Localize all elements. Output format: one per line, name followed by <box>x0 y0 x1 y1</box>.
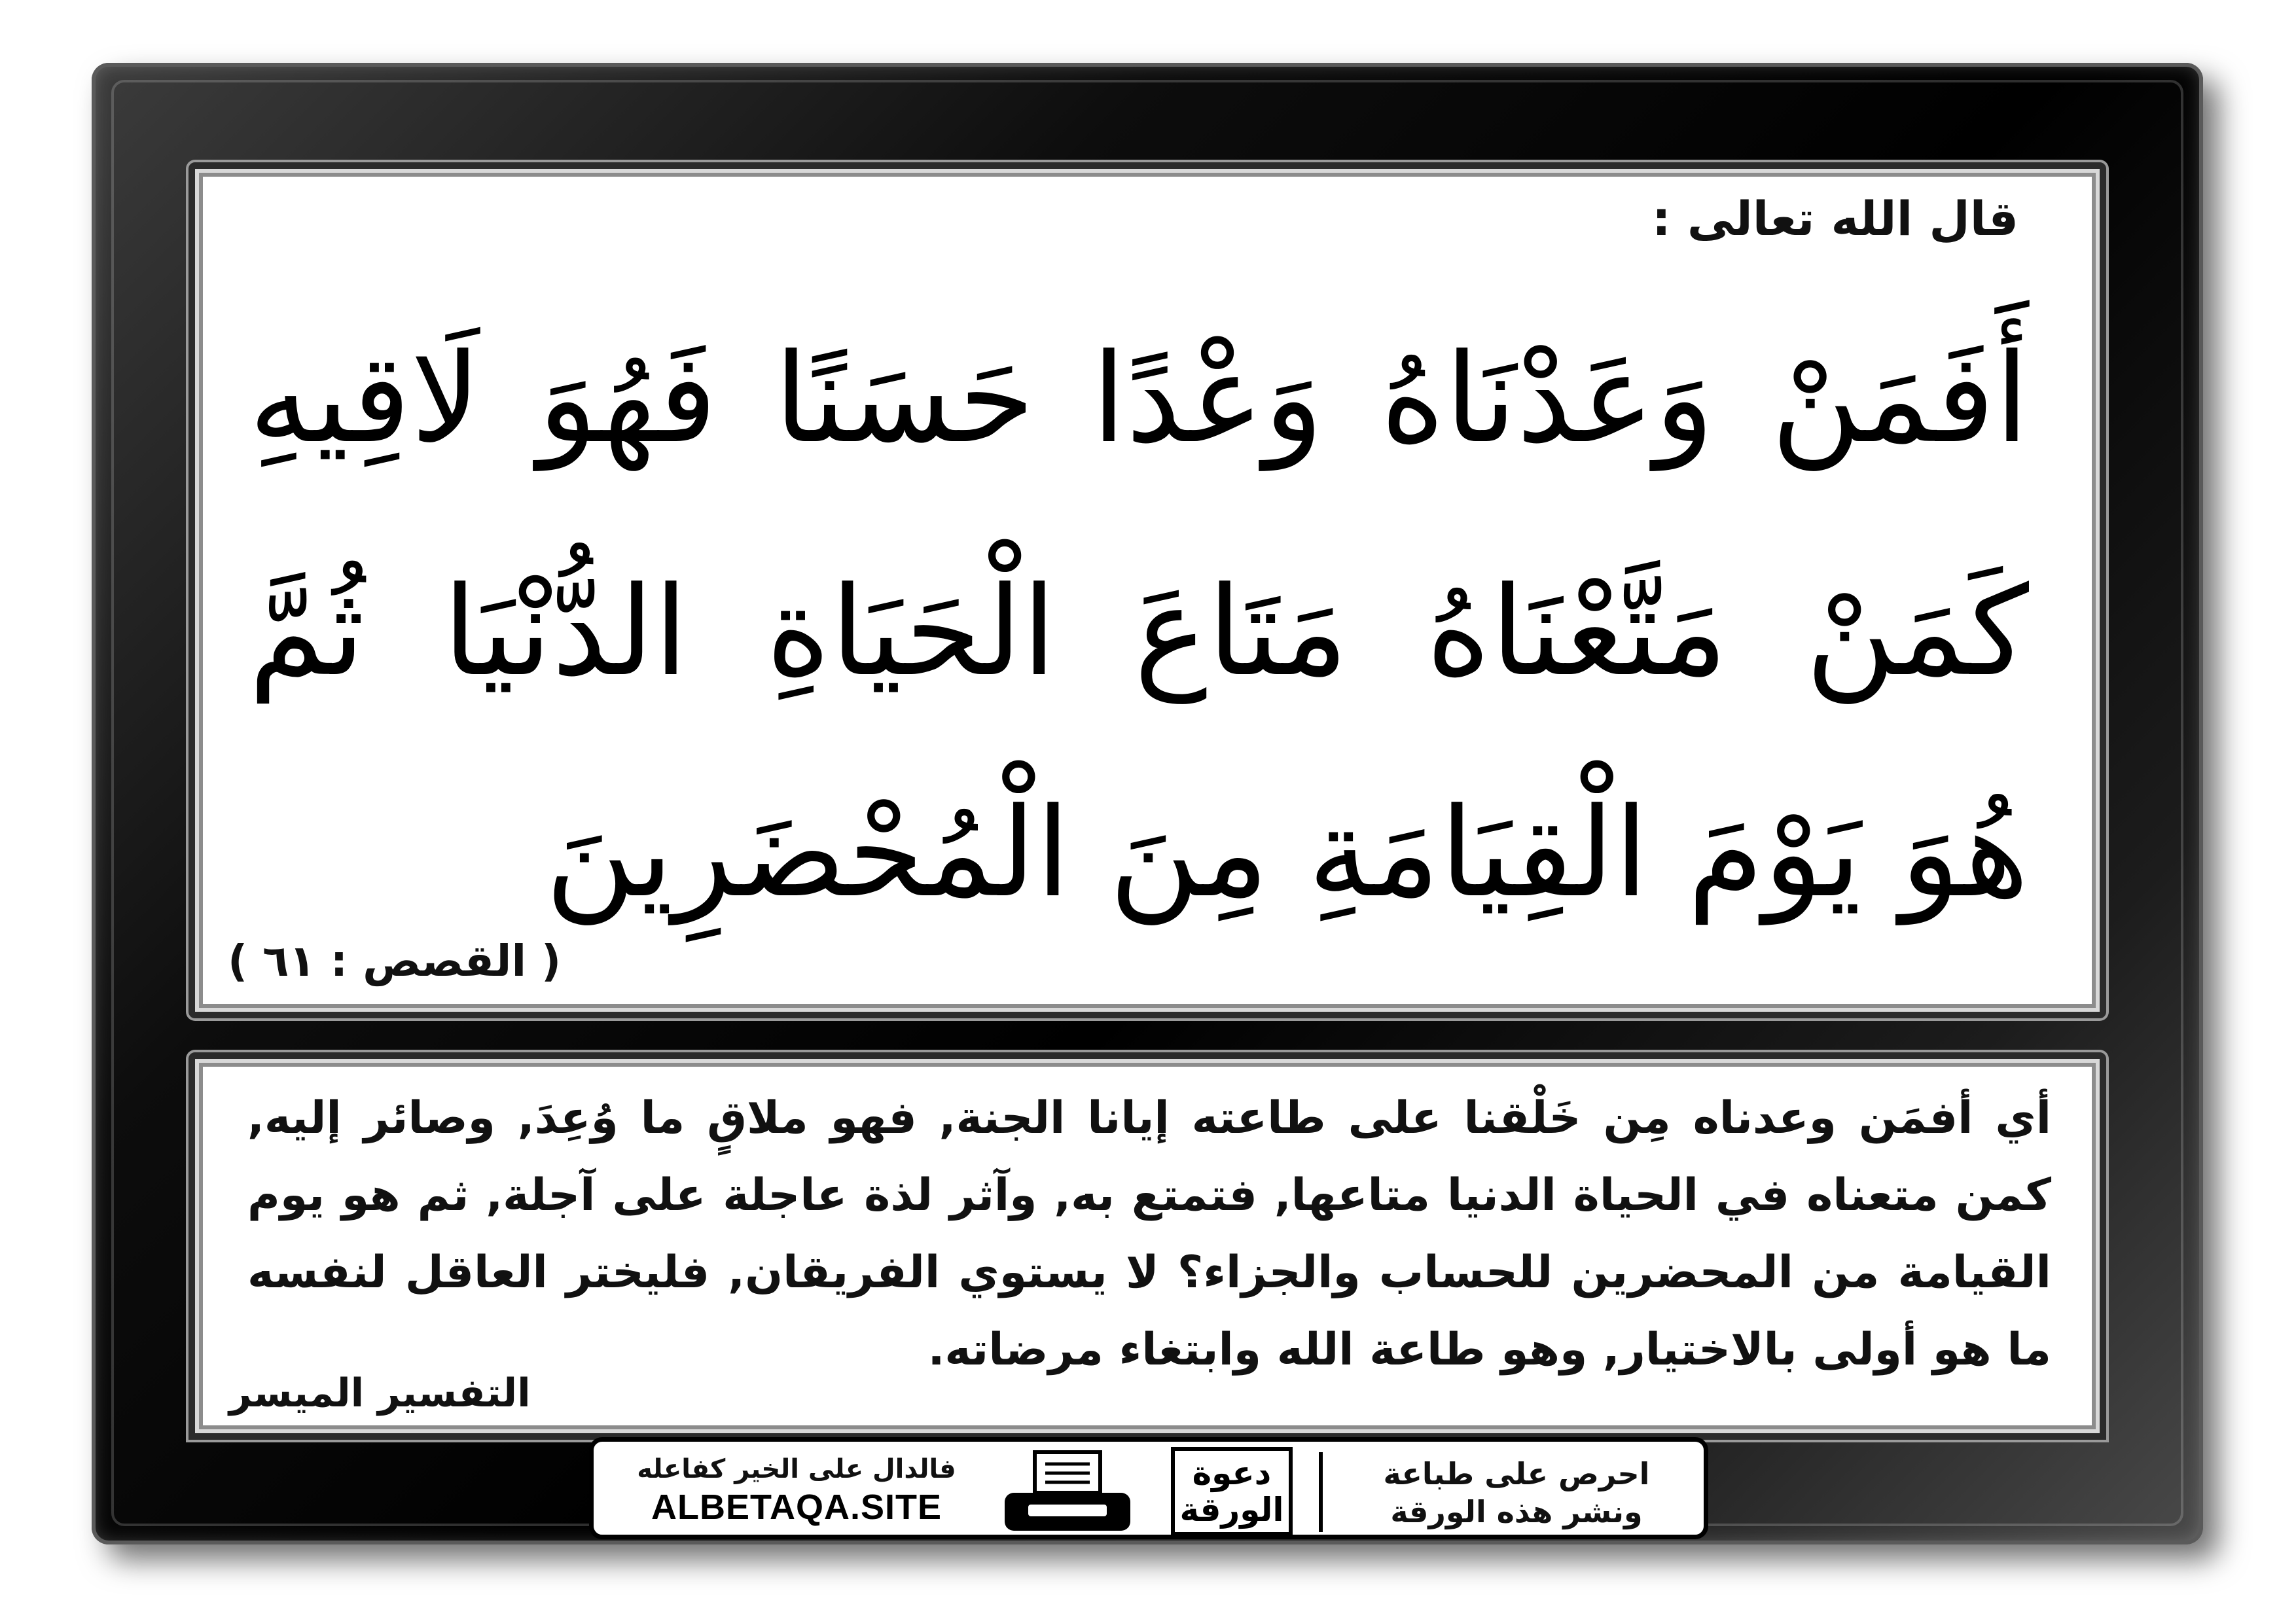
tafsir-text: أي أفمَن وعدناه مِن خَلْقنا على طاعته إيانا الجنة, فهو ملاقٍ ما وُعِدَ, وصائر إليه, كمن متعناه في الحياة الدنيا متاعها, فتمتع به, وآثر لذة عاجلة على آجلة, ثم هو يوم القيامة من المحضرين للحساب والجزاء؟ لا يستوي الفريقان, فليختر العاقل لنفسه ما هو أولى بالاختيار, وهو طاعة الله وابتغاء مرضاته. <box>247 1092 2051 1376</box>
footer-caption: فالدال على الخير كفاعله <box>637 1454 956 1484</box>
verse-line-2: كَمَنْ مَتَّعْنَاهُ مَتَاعَ الْحَيَاةِ الدُّنْيَا ثُمَّ <box>249 560 2029 704</box>
verse-reference: ( القصص : ٦١ ) <box>228 936 562 986</box>
footer-left <box>613 1451 980 1527</box>
footer-right-line-1: احرص على طباعة <box>1383 1456 1650 1491</box>
dawa-logo <box>1171 1447 1293 1536</box>
site-link[interactable]: ALBETAQA.SITE <box>651 1488 942 1527</box>
intro-heading: قال الله تعالى : <box>1651 191 2018 246</box>
footer-bar <box>589 1437 1708 1539</box>
footer-divider <box>1319 1452 1323 1532</box>
footer-right-line-2: ونشر هذه الورقة <box>1390 1494 1643 1529</box>
verse-line-3: هُوَ يَوْمَ الْقِيَامَةِ مِنَ الْمُحْضَرِينَ <box>545 781 2029 925</box>
verse-line-1: أَفَمَنْ وَعَدْنَاهُ وَعْدًا حَسَنًا فَهُوَ لَاقِيهِ <box>249 327 2029 471</box>
footer-right <box>1340 1455 1693 1531</box>
printer-icon <box>1002 1450 1133 1535</box>
logo-line-2: الورقة <box>1179 1491 1284 1529</box>
logo-line-1: دعوة <box>1192 1454 1272 1492</box>
tafsir-source: التفسير الميسر <box>229 1370 531 1416</box>
